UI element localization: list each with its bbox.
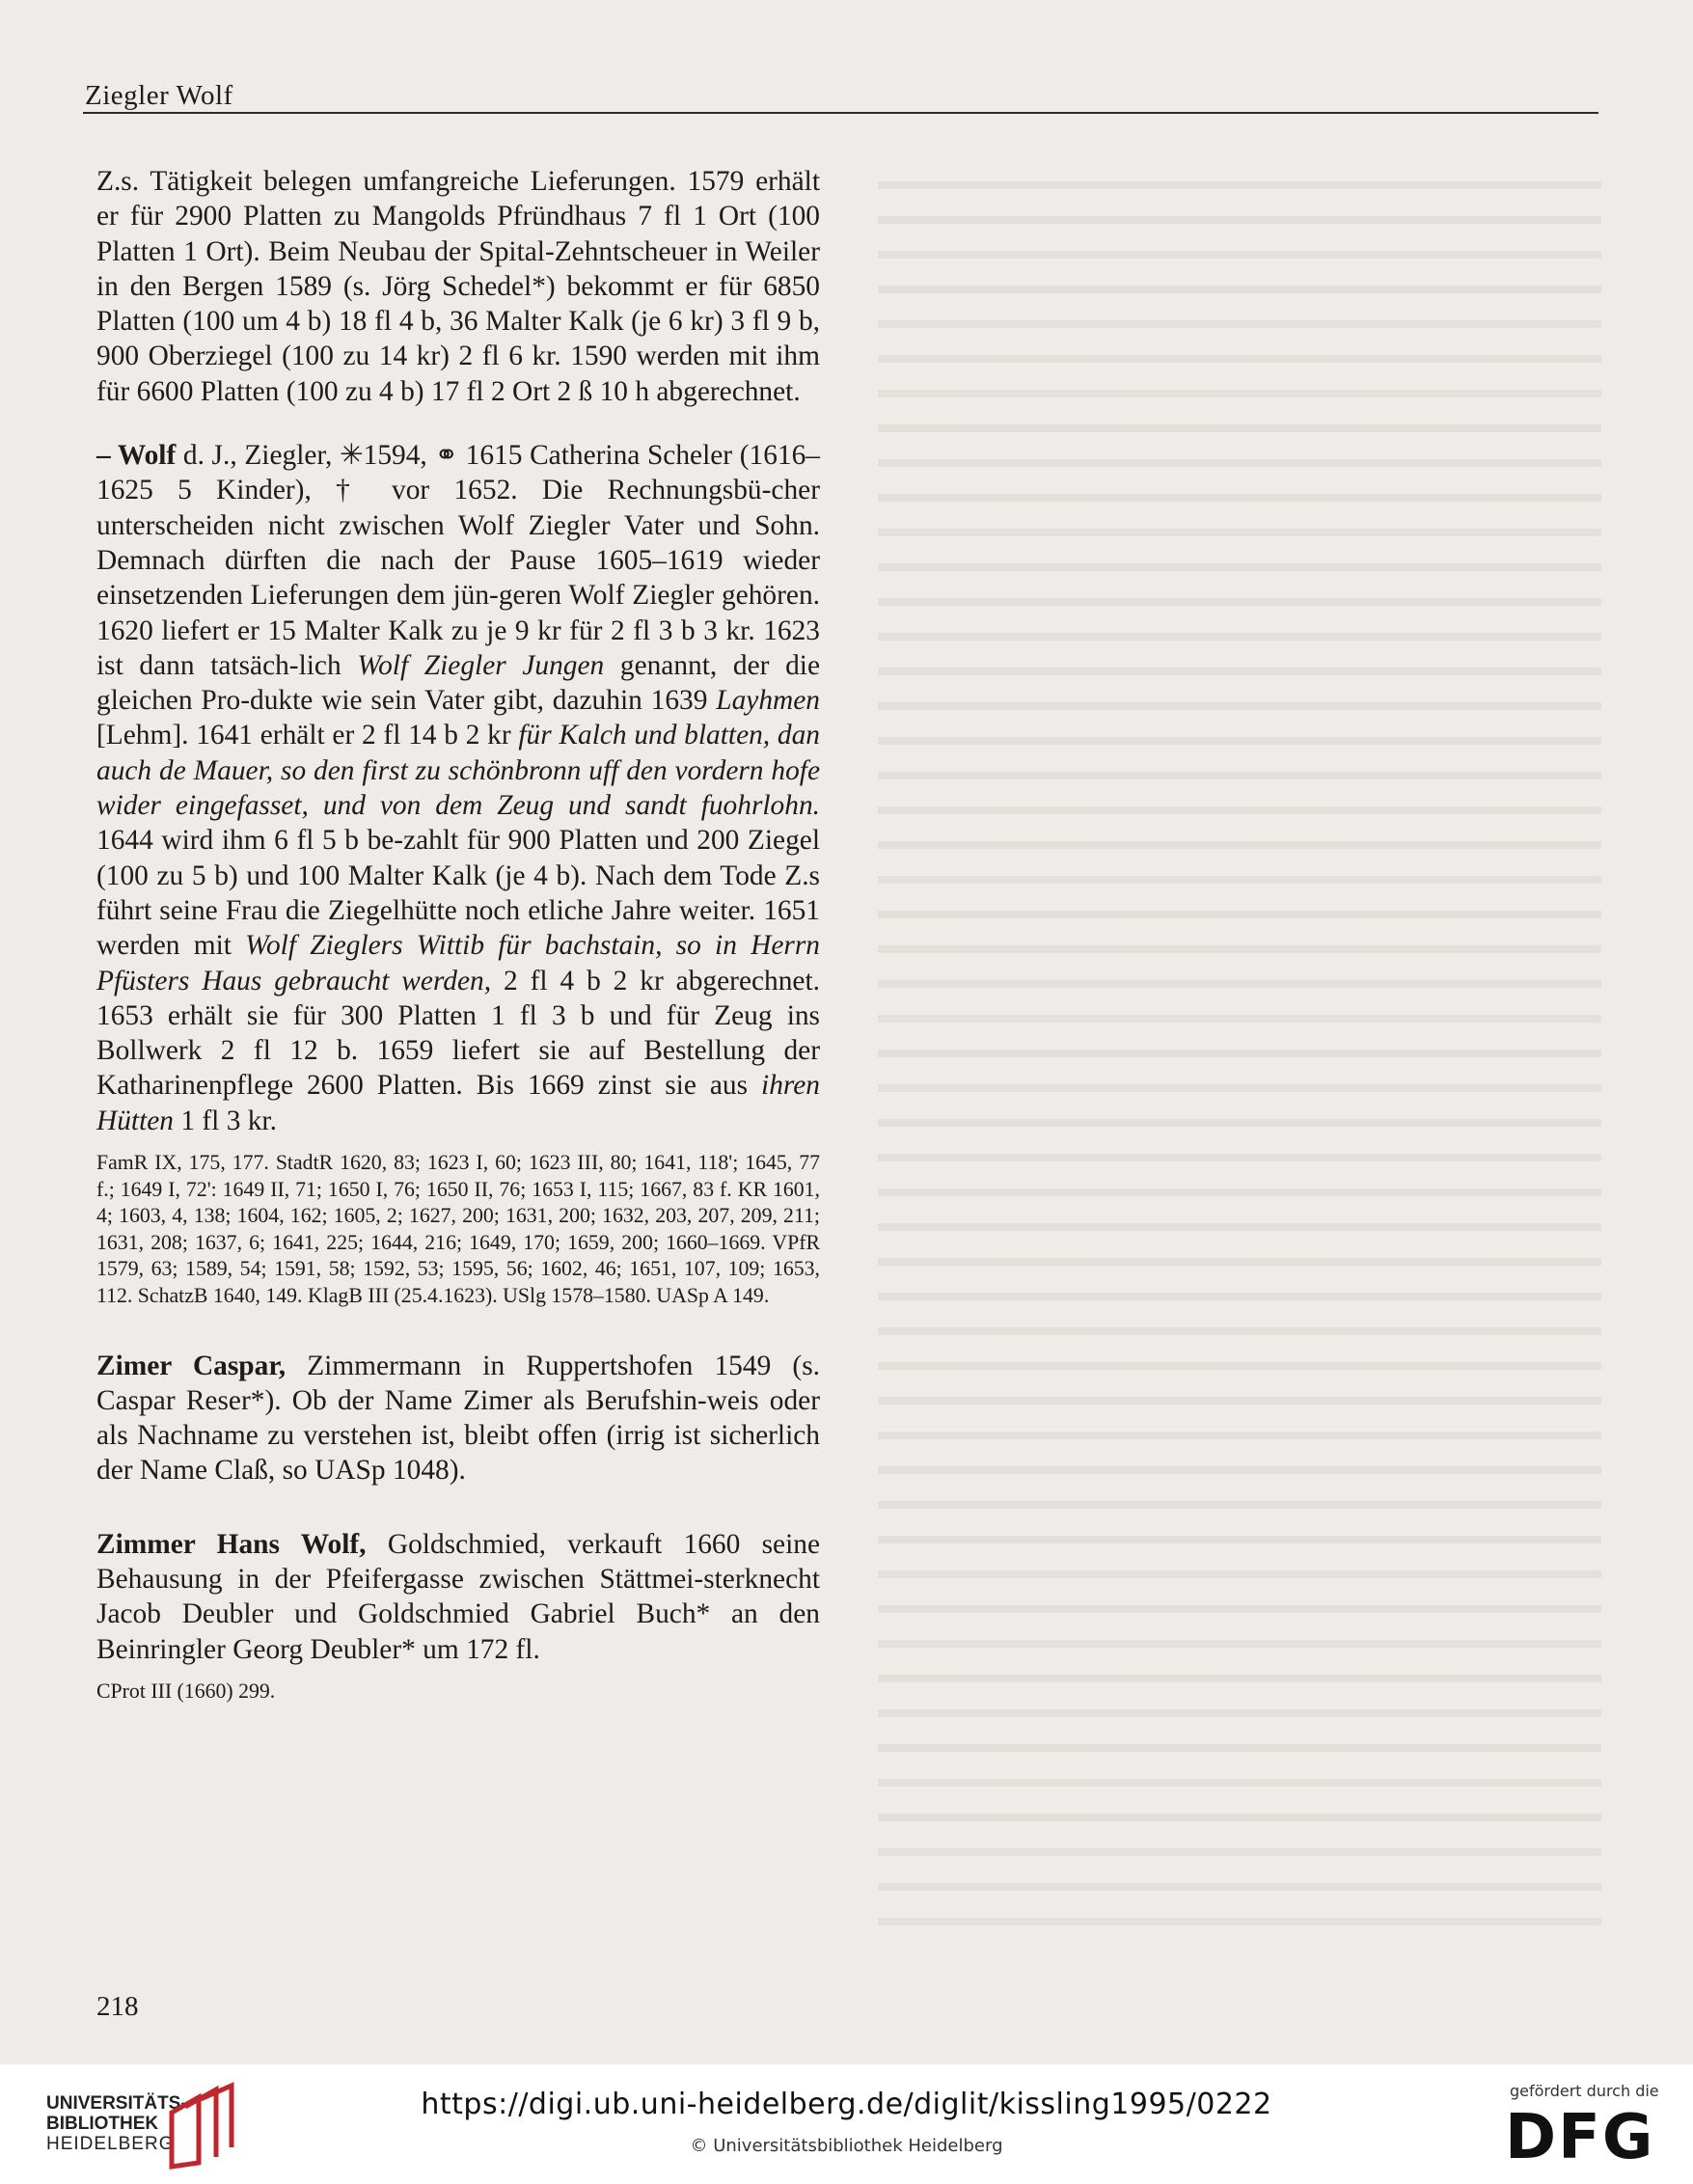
entry-headword: Wolf (117, 440, 177, 472)
entry-text: 1 fl 3 kr. (174, 1105, 277, 1136)
running-head: Ziegler Wolf (85, 80, 233, 111)
header-rule (83, 112, 1598, 114)
entry-headword: Zimmer Hans Wolf, (96, 1528, 367, 1560)
entry-quote: ihren Hütten (96, 1070, 820, 1136)
entry-zimer-caspar (96, 1349, 820, 1488)
viewer-footer (0, 2064, 1693, 2184)
entry-text: genannt, der die gleichen Pro-dukte wie sein Vater gibt, dazuhin 1639 (96, 649, 820, 717)
entry-text: 2 fl 4 b 2 kr abgerechnet. 1653 erhält sie für 300 Platten 1 fl 3 b und für Zeug ins Bollwerk 2 fl 12 b. 1659 liefert sie auf Bestellung der Katharinenpflege 2600 Platten. Bis 1669 zinst sie aus (96, 965, 820, 1102)
entry-wolf-junior (96, 438, 820, 1138)
entry-text: d. J., Ziegler, ✳1594, ⚭ 1615 Catherina Scheler (1616–1625 5 Kinder), † vor 1652. Die Rechnungsbü-cher unterscheiden nicht zwischen Wolf Ziegler Vater und Sohn. Demnach dürften die nach der Pause 1605–1619 wieder einsetzenden Lieferungen dem jün-geren Wolf Ziegler gehören. 1620 liefert er 15 Malter Kalk zu je 9 kr für 2 fl 3 b 3 kr. 1623 ist dann tatsäch-lich (96, 440, 820, 681)
entry-quote: Wolf Zieglers Wittib für bachstain, so in Herrn Pfüsters Haus gebraucht werden, (96, 930, 820, 996)
page-number: 218 (96, 1991, 139, 2022)
permalink-url[interactable]: https://digi.ub.uni-heidelberg.de/diglit/kissling1995/0222 (421, 2088, 1272, 2121)
entry-text: [Lehm]. 1641 erhält er 2 fl 14 b 2 kr (96, 720, 519, 751)
entry-quote: Wolf Ziegler Jungen (357, 649, 605, 681)
entry-text: 1644 wird ihm 6 fl 5 b be-zahlt für 900 Platten und 200 Ziegel (100 zu 5 b) und 100 Malter Kalk (je 4 b). Nach dem Tode Z.s führt seine Frau die Ziegelhütte noch etliche Jahre weiter. 1651 werden mit (96, 825, 820, 962)
entry-dash: – (96, 440, 118, 472)
entry-quote: Layhmen (716, 685, 820, 717)
entry-headword: Zimer Caspar, (96, 1350, 287, 1381)
show-through-verso (878, 164, 1601, 1939)
copyright-notice: © Universitätsbibliothek Heidelberg (690, 2136, 1003, 2156)
entry-zimmer-hans-wolf (96, 1527, 820, 1667)
entry-wolf-senior-continuation: Z.s. Tätigkeit belegen umfangreiche Lieferungen. 1579 erhält er für 2900 Platten zu Mangolds Pfründhaus 7 fl 1 Ort (100 Platten 1 Ort). Beim Neubau der Spital-Zehntscheuer in Weiler in den Bergen 1589 (s. Jörg Schedel*) bekommt er für 6850 Platten (100 um 4 b) 18 fl 4 b, 36 Malter Kalk (je 6 kr) 3 fl 9 b, 900 Oberziegel (100 zu 14 kr) 2 fl 6 kr. 1590 werden mit ihm für 6600 Platten (100 zu 4 b) 17 fl 2 Ort 2 ß 10 h abgerechnet. (96, 166, 820, 407)
entry-text: Goldschmied, verkauft 1660 seine Behausung in der Pfeifergasse zwischen Stättmei-sterknecht Jacob Deubler und Goldschmied Gabriel Buch* an den Beinringler Georg Deubler* um 172 fl. (96, 1528, 820, 1665)
dfg-logo-icon[interactable]: DFG (1505, 2102, 1655, 2173)
entry-text: Zimmermann in Ruppertshofen 1549 (s. Caspar Reser*). Ob der Name Zimer als Berufshin-weis oder als Nachname zu verstehen ist, bleibt offen (irrig ist sicherlich der Name Claß, so UASp 1048). (96, 1350, 820, 1487)
library-name-line: BIBLIOTHEK (46, 2114, 159, 2134)
library-name-line: UNIVERSITÄTS- (46, 2093, 187, 2114)
text-column (96, 164, 820, 1706)
library-name-line: HEIDELBERG (46, 2134, 175, 2154)
funding-caption: gefördert durch die (1510, 2082, 1659, 2100)
entry-wolf-junior-sources: FamR IX, 175, 177. StadtR 1620, 83; 1623 I, 60; 1623 III, 80; 1641, 118'; 1645, 77 f.; 1649 I, 72': 1649 II, 71; 1650 I, 76; 1650 II, 76; 1653 I, 115; 1667, 83 f. KR 1601, 4; 1603, 4, 138; 1604, 162; 1605, 2; 1627, 200; 1631, 200; 1632, 203, 207, 209, 211; 1631, 208; 1637, 6; 1641, 225; 1644, 216; 1649, 170; 1659, 200; 1660–1669. VPfR 1579, 63; 1589, 54; 1591, 58; 1592, 53; 1595, 56; 1602, 46; 1651, 107, 109; 1653, 112. SchatzB 1640, 149. KlagB III (25.4.1623). USlg 1578–1580. UASp A 149. (96, 1151, 820, 1307)
entry-zimmer-hans-wolf-sources: CProt III (1660) 299. (96, 1679, 276, 1703)
entry-quote: für Kalch und blatten, dan auch de Mauer, so den first zu schönbronn uff den vordern hofe wider eingefasset, und von dem Zeug und sandt fuohrlohn. (96, 720, 820, 822)
